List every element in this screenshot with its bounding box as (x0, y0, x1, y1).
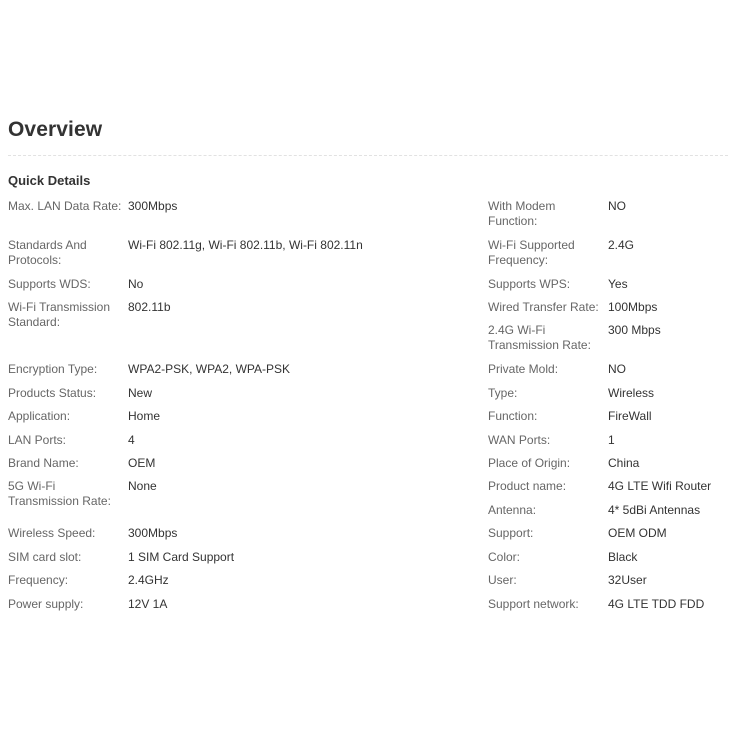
detail-label: Products Status: (8, 386, 97, 400)
detail-label: Function: (488, 409, 538, 423)
detail-value: China (608, 456, 640, 470)
detail-label: Wi-Fi Supported Frequency: (488, 238, 575, 267)
detail-row (8, 433, 248, 456)
detail-label: With Modem Function: (488, 199, 556, 228)
detail-row (488, 456, 728, 479)
detail-value: 4 (128, 433, 135, 447)
quick-details-heading: Quick Details (8, 173, 91, 188)
detail-value: Home (128, 409, 161, 423)
detail-label: Wireless Speed: (8, 526, 96, 540)
detail-label: 5G Wi-Fi Transmission Rate: (8, 479, 111, 508)
detail-row (8, 199, 248, 238)
detail-row (8, 526, 248, 550)
detail-value: 300Mbps (128, 526, 178, 540)
detail-value: WPA2-PSK, WPA2, WPA-PSK (128, 362, 291, 376)
detail-row (488, 503, 728, 526)
detail-label: Type: (488, 386, 518, 400)
detail-value: NO (608, 199, 626, 213)
detail-label: Power supply: (8, 597, 84, 611)
detail-row (488, 300, 728, 323)
detail-value: OEM ODM (608, 526, 667, 540)
detail-value: None (128, 479, 157, 493)
detail-label: Application: (8, 409, 71, 423)
detail-label: Max. LAN Data Rate: (8, 199, 122, 213)
detail-label: Antenna: (488, 503, 537, 517)
detail-row (8, 238, 363, 277)
detail-row (8, 386, 248, 409)
detail-row (8, 550, 248, 573)
detail-label: Support network: (488, 597, 579, 611)
detail-value: Wi-Fi 802.11g, Wi-Fi 802.11b, Wi-Fi 802.11n (128, 238, 363, 252)
detail-label: Supports WPS: (488, 277, 571, 291)
detail-value: 32User (608, 573, 647, 587)
detail-row (488, 238, 728, 277)
detail-value: 1 SIM Card Support (128, 550, 235, 564)
detail-row (488, 526, 728, 550)
detail-row (488, 479, 728, 503)
detail-value: 1 (608, 433, 615, 447)
detail-label: Supports WDS: (8, 277, 91, 291)
detail-row (8, 409, 248, 433)
detail-row (488, 362, 728, 386)
detail-label: Product name: (488, 479, 567, 493)
detail-label: Brand Name: (8, 456, 79, 470)
right-details-column (488, 199, 728, 617)
detail-label: Encryption Type: (8, 362, 98, 376)
detail-value: New (128, 386, 153, 400)
detail-row (8, 573, 248, 597)
detail-row (8, 300, 248, 362)
left-details-column (8, 199, 363, 617)
detail-value: No (128, 277, 144, 291)
detail-row (488, 409, 728, 433)
detail-row (488, 199, 728, 238)
detail-row (488, 323, 728, 362)
detail-label: Wired Transfer Rate: (488, 300, 599, 314)
detail-value: 300 Mbps (608, 323, 661, 337)
detail-label: User: (488, 573, 517, 587)
detail-row (488, 386, 728, 409)
detail-label: Color: (488, 550, 521, 564)
detail-label: LAN Ports: (8, 433, 67, 447)
detail-value: 4G LTE Wifi Router (608, 479, 712, 493)
detail-row (8, 597, 248, 617)
detail-row (8, 362, 291, 386)
detail-row (488, 550, 728, 573)
detail-value: NO (608, 362, 626, 376)
detail-label: WAN Ports: (488, 433, 551, 447)
overview-heading: Overview (8, 118, 103, 141)
detail-value: Black (608, 550, 638, 564)
detail-value: 2.4G (608, 238, 635, 252)
heading-divider (8, 155, 728, 156)
detail-label: Standards And Protocols: (8, 238, 87, 267)
detail-row (8, 277, 248, 300)
detail-value: FireWall (608, 409, 652, 423)
detail-label: 2.4G Wi-Fi Transmission Rate: (488, 323, 591, 352)
detail-row (8, 479, 248, 526)
detail-value: 12V 1A (128, 597, 168, 611)
detail-value: Wireless (608, 386, 655, 400)
detail-value: 100Mbps (608, 300, 658, 314)
detail-row (488, 597, 728, 617)
detail-label: SIM card slot: (8, 550, 82, 564)
detail-label: Place of Origin: (488, 456, 571, 470)
detail-value: 2.4GHz (128, 573, 169, 587)
detail-value: 802.11b (128, 300, 171, 314)
detail-value: OEM (128, 456, 156, 470)
detail-row (488, 277, 728, 300)
detail-label: Wi-Fi Transmission Standard: (8, 300, 111, 329)
detail-row (488, 573, 728, 597)
detail-row (488, 433, 728, 456)
detail-value: 4* 5dBi Antennas (608, 503, 701, 517)
detail-value: 300Mbps (128, 199, 178, 213)
detail-label: Frequency: (8, 573, 69, 587)
detail-value: Yes (608, 277, 628, 291)
detail-value: 4G LTE TDD FDD (608, 597, 705, 611)
detail-label: Support: (488, 526, 534, 540)
detail-label: Private Mold: (488, 362, 559, 376)
detail-row (8, 456, 248, 479)
